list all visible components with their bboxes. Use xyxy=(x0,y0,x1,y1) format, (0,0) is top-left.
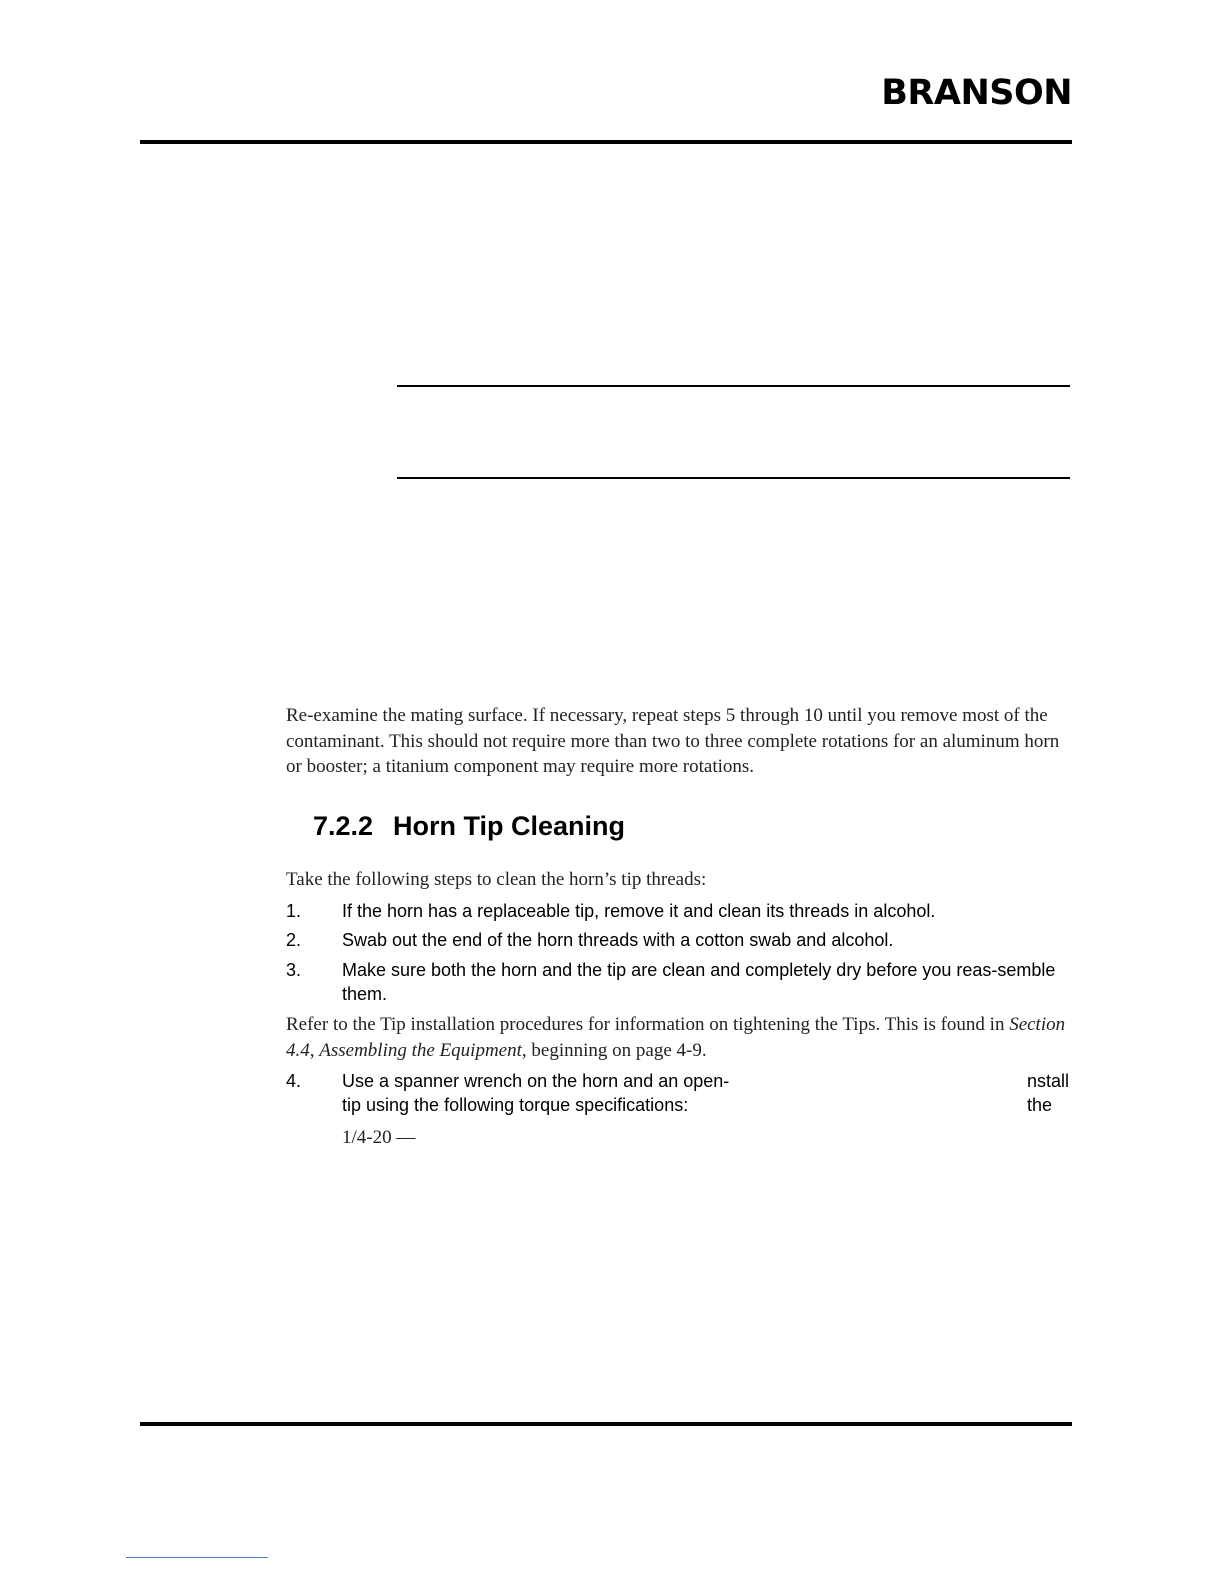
box-top-rule xyxy=(397,385,1070,387)
list-item xyxy=(286,928,1066,952)
steps-intro: Take the following steps to clean the horn’s tip threads: xyxy=(286,869,707,890)
list-item xyxy=(286,899,1066,923)
intro-paragraph: Re-examine the mating surface. If necessary, repeat steps 5 through 10 until you remove most of the contaminant. This should not require more than two to three complete rotations for an aluminum horn or booster; a titanium component may require more rotations. xyxy=(286,705,1060,777)
list-item xyxy=(286,1069,1070,1117)
torque-spec: 1/4-20 — xyxy=(342,1127,416,1148)
brand-logo: BRANSON xyxy=(881,73,1072,113)
section-heading xyxy=(313,807,1013,845)
title-reference-link[interactable]: Assembling the Equipment xyxy=(319,1039,522,1061)
section-number: 7.2.2 xyxy=(313,811,374,841)
step-number: 2. xyxy=(286,930,302,950)
refer-paragraph xyxy=(286,1012,1068,1063)
step-text: Make sure both the horn and the tip are clean and completely dry before you reas-semble them. xyxy=(342,960,1056,1004)
header-rule xyxy=(140,140,1072,144)
footer-link-underline[interactable] xyxy=(126,1557,268,1558)
step-text-part-a: Use a spanner wrench on the horn and an open- xyxy=(342,1071,730,1091)
step-number: 4. xyxy=(286,1071,302,1091)
step-text xyxy=(342,1069,1070,1117)
section-reference-link[interactable]: Section 4.4 xyxy=(286,1014,1066,1061)
refer-prefix: Refer to the Tip installation procedures for information on tightening the Tips. This is found in xyxy=(286,1014,1010,1035)
step-text-part-c: tip using the following torque specifications: xyxy=(342,1095,689,1115)
footer-rule xyxy=(140,1422,1072,1426)
refer-suffix: , beginning on page 4-9. xyxy=(521,1039,707,1061)
refer-separator: , xyxy=(309,1039,320,1061)
step-text-part-b: nstall the xyxy=(1027,1071,1070,1115)
list-item xyxy=(286,958,1066,1006)
section-title: Horn Tip Cleaning xyxy=(393,811,626,841)
box-bottom-rule xyxy=(397,477,1070,479)
step-text: Swab out the end of the horn threads with a cotton swab and alcohol. xyxy=(342,930,894,950)
step-number: 1. xyxy=(286,901,302,921)
step-number: 3. xyxy=(286,960,302,980)
step-text: If the horn has a replaceable tip, remove it and clean its threads in alcohol. xyxy=(342,901,936,921)
